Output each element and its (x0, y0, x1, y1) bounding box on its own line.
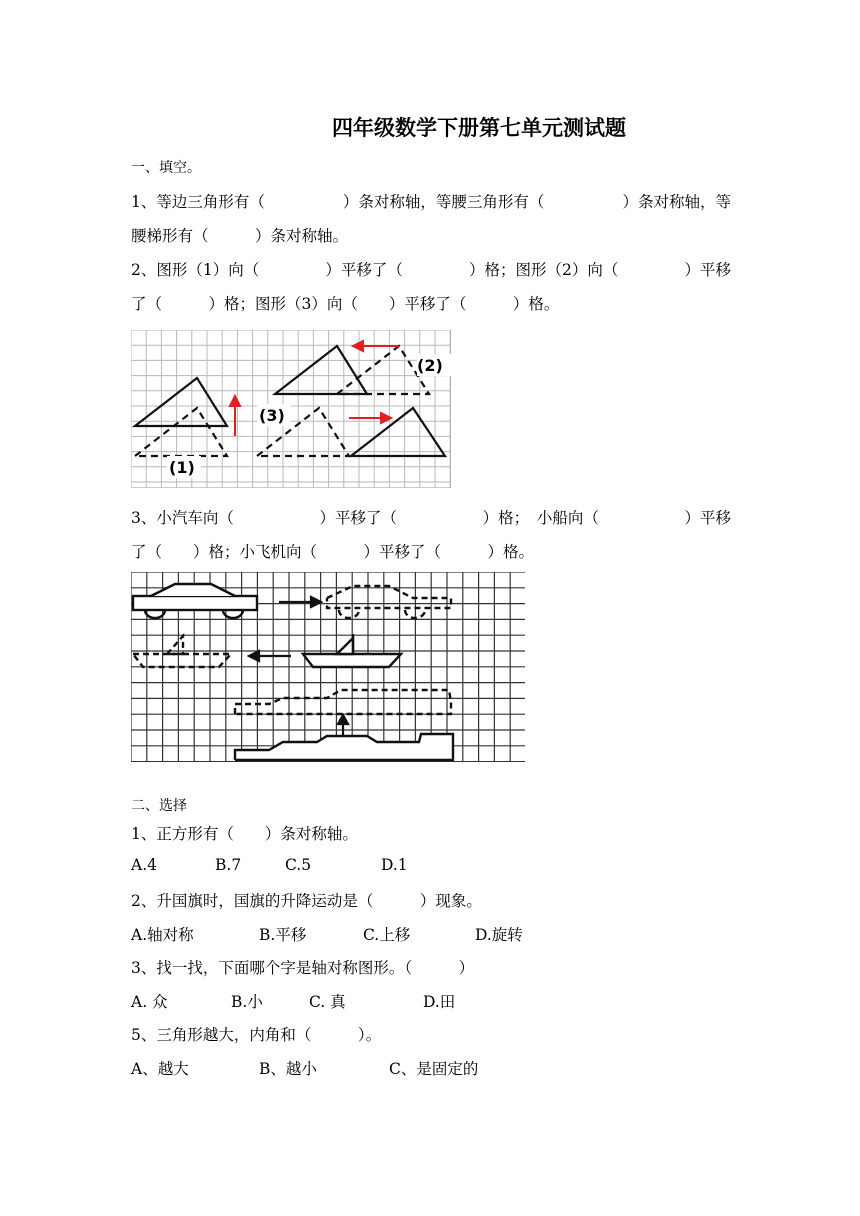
q3-option-d: D.田 (423, 993, 456, 1011)
translation-vehicles-figure (131, 572, 525, 762)
q1-option-c: C.5 (285, 856, 312, 874)
q3-line-2: 了（ ）格；小飞机向（ ）平移了（ ）格。 (131, 543, 535, 561)
choice-q3: 3、找一找，下面哪个字是轴对称图形。（ ） (131, 959, 475, 977)
q1-text-b: ）条对称轴，等腰三角形有（ (342, 193, 545, 211)
choice-q1-options (131, 856, 408, 874)
q3-option-c: C. 真 (309, 993, 346, 1011)
section-2-heading: 二、选择 (131, 798, 187, 814)
q5-option-c: C、是固定的 (389, 1060, 479, 1078)
section-1-heading: 一、填空。 (131, 160, 201, 176)
choice-q1: 1、正方形有（ ）条对称轴。 (131, 825, 358, 843)
choice-q5: 5、三角形越大，内角和（ ）。 (131, 1026, 382, 1044)
q2-option-d: D.旋转 (475, 926, 523, 944)
q2-text-d: ）平移 (684, 261, 731, 279)
q2-option-c: C.上移 (363, 926, 411, 944)
q1-line-2: 腰梯形有（ ）条对称轴。 (131, 227, 349, 245)
choice-q2: 2、升国旗时，国旗的升降运动是（ ）现象。 (131, 892, 482, 910)
choice-q3-options (131, 990, 455, 1012)
q3-option-b: B.小 (231, 993, 263, 1011)
q3-line-1 (131, 506, 731, 528)
q2-text-c: ）格；图形（2）向（ (468, 261, 619, 279)
label-1: (1) (169, 458, 195, 477)
q1-text-c: ）条对称轴，等 (622, 193, 731, 211)
q5-option-a: A、越大 (131, 1060, 189, 1078)
q2-option-b: B.平移 (259, 926, 307, 944)
q1-option-b: B.7 (215, 856, 242, 874)
choice-q2-options (131, 923, 523, 945)
q3-text-d: ）平移 (684, 509, 731, 527)
page-title: 四年级数学下册第七单元测试题 (332, 116, 626, 140)
q2-line-1 (131, 258, 731, 280)
choice-q5-options (131, 1057, 478, 1079)
label-3: (3) (259, 406, 285, 425)
translation-triangles-figure (131, 330, 451, 488)
q1-line-1 (131, 190, 731, 212)
q3-option-a: A. 众 (131, 993, 168, 1011)
label-2: (2) (417, 356, 443, 375)
q1-option-a: A.4 (131, 856, 157, 874)
q1-option-d: D.1 (381, 856, 408, 874)
q3-text-b: ）平移了（ (319, 509, 397, 527)
q3-text-c: ）格； 小船向（ (482, 509, 599, 527)
q2-text-a: 2、图形（1）向（ (131, 261, 260, 279)
q1-text-a: 1、等边三角形有（ (131, 193, 265, 211)
q2-option-a: A.轴对称 (131, 926, 194, 944)
q3-text-a: 3、小汽车向（ (131, 509, 234, 527)
q2-line-2: 了（ ）格；图形（3）向（ ）平移了（ ）格。 (131, 295, 560, 313)
q2-text-b: ）平移了（ (325, 261, 403, 279)
q5-option-b: B、越小 (259, 1060, 317, 1078)
